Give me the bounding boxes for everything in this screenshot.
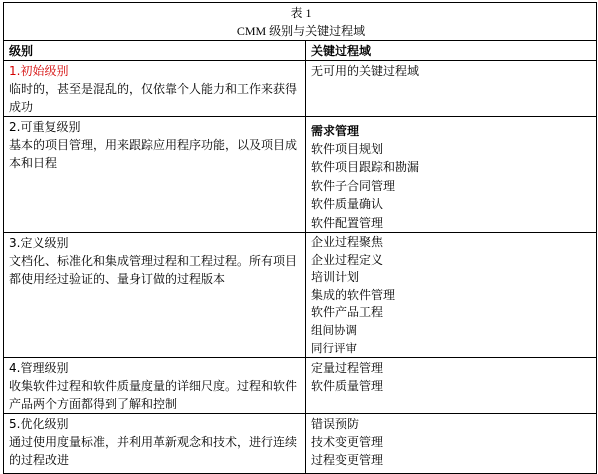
areas-cell [306, 117, 597, 233]
list-item: 定量过程管理 [311, 361, 384, 376]
list-item: 无可用的关键过程域 [311, 64, 420, 78]
area-list [311, 359, 593, 395]
table-number: 表 1 [290, 6, 312, 20]
level-cell [4, 358, 306, 414]
area-list [311, 140, 593, 232]
area-group-title: 需求管理 [311, 124, 360, 138]
level-title: 2.可重复级别 [9, 120, 81, 134]
level-description: 文档化、标准化和集成管理过程和工程过程。所有项目都使用经过验证的、量身订做的过程版本 [9, 254, 298, 287]
table-row [4, 414, 597, 474]
table-caption [4, 3, 597, 41]
list-item: 企业过程聚焦 [311, 235, 384, 250]
table-row [4, 61, 597, 117]
list-item: 过程变更管理 [311, 453, 384, 468]
list-item: 培训计划 [311, 270, 360, 285]
list-item: 集成的软件管理 [311, 287, 396, 302]
areas-cell [306, 233, 597, 358]
areas-cell [306, 61, 597, 117]
list-item: 技术变更管理 [311, 435, 384, 450]
list-item: 软件配置管理 [311, 215, 384, 230]
list-item: 软件质量管理 [311, 379, 384, 394]
areas-cell [306, 358, 597, 414]
level-cell [4, 233, 306, 358]
caption-row [4, 3, 597, 41]
list-item: 企业过程定义 [311, 252, 384, 267]
header-row [4, 41, 597, 61]
table-title: CMM 级别与关键过程域 [236, 24, 366, 38]
list-item: 组间协调 [311, 323, 357, 337]
level-title: 4.管理级别 [9, 361, 69, 376]
level-cell [4, 61, 306, 117]
level-description: 基本的项目管理，用来跟踪应用程序功能，以及项目成本和日程 [9, 138, 298, 170]
level-cell [4, 117, 306, 233]
level-title: 3.定义级别 [9, 236, 69, 251]
list-item: 软件项目规划 [311, 142, 384, 156]
header-areas: 关键过程域 [306, 41, 597, 61]
area-list [311, 234, 593, 357]
table-row [4, 233, 597, 358]
level-description: 临时的，甚至是混乱的，仅依靠个人能力和工作来获得成功 [9, 82, 298, 114]
area-list [311, 62, 593, 80]
list-item: 错误预防 [311, 417, 360, 432]
cmm-levels-table [3, 2, 597, 474]
header-level: 级别 [4, 41, 306, 61]
level-cell [4, 414, 306, 474]
level-title: 1.初始级别 [9, 64, 69, 78]
level-description: 收集软件过程和软件质量度量的详细尺度。过程和软件产品两个方面都得到了解和控制 [9, 379, 298, 412]
list-item: 软件子合同管理 [311, 178, 396, 193]
document-page [3, 2, 596, 474]
list-item: 软件质量确认 [311, 197, 384, 212]
area-list [311, 415, 593, 469]
areas-cell [306, 414, 597, 474]
table-row [4, 117, 597, 233]
list-item: 同行评审 [311, 340, 357, 355]
list-item: 软件产品工程 [311, 305, 384, 320]
table-row [4, 358, 597, 414]
list-item: 软件项目跟踪和勘漏 [311, 160, 420, 175]
level-title: 5.优化级别 [9, 417, 69, 432]
level-description: 通过使用度量标准，并利用革新观念和技术，进行连续的过程改进 [9, 435, 298, 468]
